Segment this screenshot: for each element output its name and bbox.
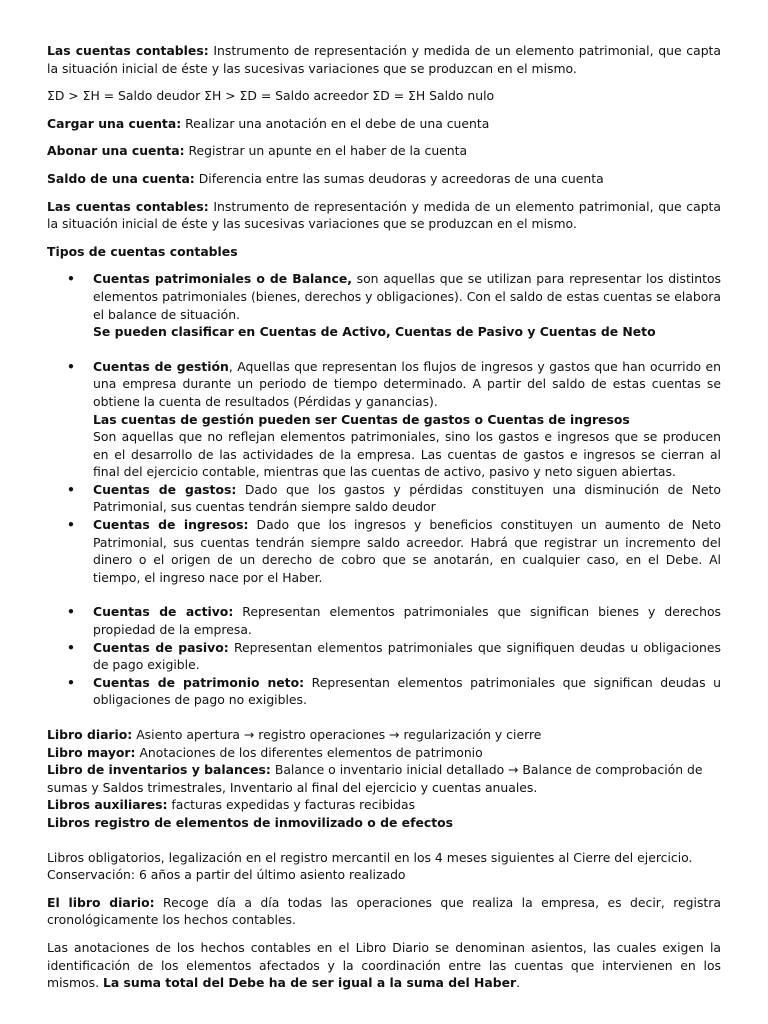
term: Libro de inventarios y balances: bbox=[47, 762, 271, 778]
term: Las cuentas contables: bbox=[47, 43, 209, 58]
emphasis: La suma total del Debe ha de ser igual a la suma del Haber bbox=[102, 975, 517, 991]
term: Cuentas de patrimonio neto: bbox=[93, 674, 305, 690]
obligatorios-text: Libros obligatorios, legalización en el registro mercantil en los 4 meses siguientes al Cierre del ejercicio. bbox=[47, 849, 693, 865]
book-auxiliares bbox=[47, 796, 721, 814]
book-registro: Libros registro de elementos de inmovilizado o de efectos bbox=[47, 814, 454, 830]
definition: Representan elementos patrimoniales que significan deudas u obligaciones de pago no exigibles. bbox=[93, 674, 721, 708]
paragraph-asientos bbox=[47, 939, 721, 992]
term: Cuentas de pasivo: bbox=[93, 639, 229, 655]
management-accounts-list bbox=[47, 358, 721, 587]
blank-line bbox=[47, 709, 721, 726]
definition: Instrumento de representación y medida de un elemento patrimonial, que capta la situación inicial de éste y las sucesivas variaciones que se produzcan en el mismo. bbox=[47, 43, 722, 76]
bullet-icon: • bbox=[67, 358, 75, 374]
account-types-list bbox=[47, 270, 721, 340]
definition: facturas expedidas y facturas recibidas bbox=[167, 797, 416, 813]
list-item bbox=[47, 481, 721, 516]
term: Cuentas patrimoniales o de Balance, bbox=[93, 271, 352, 287]
blank-line bbox=[47, 341, 721, 358]
period: . bbox=[516, 975, 521, 991]
definition: Realizar una anotación en el debe de una cuenta bbox=[181, 115, 490, 131]
definition: Diferencia entre las sumas deudoras y acreedoras de una cuenta bbox=[194, 170, 604, 186]
legal-block bbox=[47, 849, 721, 884]
definition: , Aquellas que representan los flujos de ingresos y gastos que han ocurrido en una empresa durante un periodo de tiempo determinado. A partir del saldo de estas cuentas se obtiene la cuenta de resultados (Pérdidas y ganancias). bbox=[93, 358, 721, 409]
books-block bbox=[47, 726, 721, 832]
term: Cargar una cuenta: bbox=[47, 115, 182, 131]
definition: Anotaciones de los diferentes elementos de patrimonio bbox=[135, 744, 483, 760]
conservacion-text: Conservación: 6 años a partir del último asiento realizado bbox=[47, 867, 406, 883]
term: Libro mayor: bbox=[47, 744, 136, 760]
definition: Recoge día a día todas las operaciones que realiza la empresa, es decir, registra cronológicamente los hechos contables. bbox=[47, 894, 721, 928]
paragraph-cuentas-contables bbox=[47, 42, 721, 77]
bullet-icon: • bbox=[67, 639, 75, 655]
definition: son aquellas que se utilizan para representar los distintos elementos patrimoniales (bienes, derechos y obligaciones). Con el saldo de estas cuentas se elabora el balance de situación. bbox=[93, 271, 722, 322]
term: Abonar una cuenta: bbox=[47, 143, 185, 159]
definition: Representan elementos patrimoniales que signifiquen deudas u obligaciones de pago exigible. bbox=[93, 639, 721, 673]
body-text: Las anotaciones de los hechos contables en el Libro Diario se denominan asientos, las cuales exigen la identificación de los elementos afectados y la coordinación entre las cuentas que intervienen en los mismos. bbox=[47, 939, 721, 991]
note: Las cuentas de gestión pueden ser Cuentas de gastos o Cuentas de ingresos bbox=[93, 411, 630, 427]
bullet-icon: • bbox=[67, 271, 75, 287]
saldo-formula: ΣD > ΣH = Saldo deudor ΣH > ΣD = Saldo acreedor ΣD = ΣH Saldo nulo bbox=[47, 88, 495, 104]
term: Cuentas de gastos: bbox=[93, 481, 237, 497]
term: Cuentas de activo: bbox=[93, 604, 234, 620]
list-item bbox=[47, 516, 721, 586]
definition: Balance o inventario inicial detallado → Balance de comprobación de sumas y Saldos trimestrales, Inventario al final del ejercicio y cuentas anuales. bbox=[47, 762, 703, 795]
bullet-icon: • bbox=[67, 674, 75, 690]
bullet-icon: • bbox=[67, 481, 75, 497]
term: Cuentas de ingresos: bbox=[93, 517, 249, 533]
definition: Dado que los ingresos y beneficios constituyen un aumento de Neto Patrimonial, sus cuentas tendrán siempre saldo acreedor. Habrá que registrar un incremento del dinero o el origen de un derecho de cobro que se anotarán, en cualquier caso, en el Debe. Al tiempo, el ingreso nace por el Haber. bbox=[93, 517, 721, 585]
book-inventarios bbox=[47, 761, 721, 796]
definition: Representan elementos patrimoniales que significan bienes y derechos propiedad de la empresa. bbox=[93, 604, 721, 638]
definition: Instrumento de representación y medida de un elemento patrimonial, que capta la situación inicial de éste y las sucesivas variaciones que se produzcan en el mismo. bbox=[47, 198, 722, 232]
bullet-icon: • bbox=[67, 604, 75, 620]
list-item bbox=[47, 603, 721, 638]
paragraph-cargar bbox=[47, 115, 721, 133]
note: Se pueden clasificar en Cuentas de Activo, Cuentas de Pasivo y Cuentas de Neto bbox=[93, 324, 656, 340]
bullet-icon: • bbox=[67, 517, 75, 533]
paragraph-abonar bbox=[47, 142, 721, 160]
term: El libro diario: bbox=[47, 894, 155, 910]
term: Libros auxiliares: bbox=[47, 797, 168, 813]
term: Cuentas de gestión bbox=[93, 358, 229, 374]
blank-line bbox=[47, 586, 721, 603]
definition: Registrar un apunte en el haber de la cuenta bbox=[184, 143, 468, 159]
book-mayor bbox=[47, 744, 721, 762]
book-diario bbox=[47, 726, 721, 744]
balance-accounts-list bbox=[47, 603, 721, 709]
paragraph-cuentas-contables-2 bbox=[47, 198, 721, 233]
list-item bbox=[47, 358, 721, 481]
paragraph-saldo bbox=[47, 170, 721, 188]
list-item bbox=[47, 674, 721, 709]
list-item bbox=[47, 639, 721, 674]
section-heading: Tipos de cuentas contables bbox=[47, 243, 238, 259]
term: Libro diario: bbox=[47, 727, 133, 742]
term: Saldo de una cuenta: bbox=[47, 170, 195, 186]
list-item bbox=[47, 270, 721, 340]
paragraph-libro-diario bbox=[47, 894, 721, 929]
definition: Asiento apertura → registro operaciones → regularización y cierre bbox=[132, 727, 542, 742]
extra-text: Son aquellas que no reflejan elementos patrimoniales, sino los gastos e ingresos que se producen en el desarrollo de las actividades de la empresa. Las cuentas de gastos e ingresos se cierran al final del ejercicio contable, mientras que las cuentas de activo, pasivo y neto siguen abiertas. bbox=[93, 429, 721, 480]
term: Las cuentas contables: bbox=[47, 198, 209, 214]
blank-line bbox=[47, 832, 721, 849]
definition: Dado que los gastos y pérdidas constituyen una disminución de Neto Patrimonial, sus cuentas tendrán siempre saldo deudor bbox=[93, 481, 721, 515]
